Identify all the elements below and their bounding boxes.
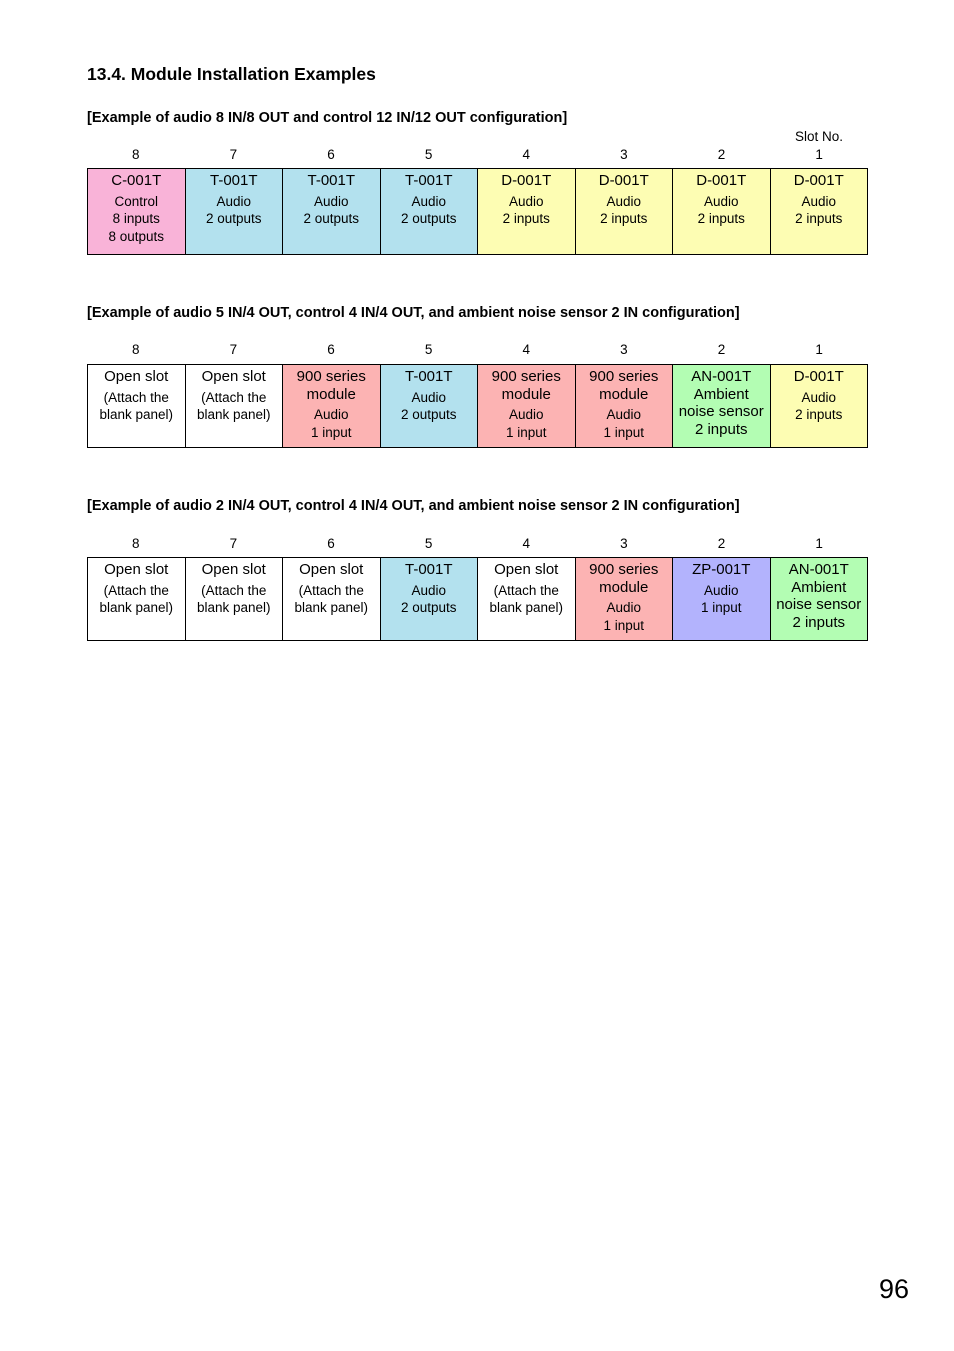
module-name: module — [501, 385, 551, 403]
module-cell — [672, 365, 770, 447]
module-detail: blank panel) — [196, 600, 271, 615]
module-cell — [282, 558, 380, 640]
page-number: 96 — [878, 1274, 909, 1304]
module-cell — [770, 365, 868, 447]
module-name: 900 series — [296, 368, 366, 385]
slot-number: 8 — [132, 147, 140, 162]
module-cell — [282, 365, 380, 447]
slot-number: 7 — [229, 536, 238, 551]
module-name: Open slot — [299, 561, 364, 578]
example-1-module-row — [87, 168, 868, 255]
slot-number: 5 — [424, 147, 433, 162]
slot-number: 4 — [522, 342, 531, 357]
module-name: C-001T — [111, 172, 162, 189]
module-name: Open slot — [201, 368, 266, 385]
module-name: T-001T — [209, 172, 258, 189]
module-name: 900 series — [589, 561, 659, 578]
example-2-module-row — [87, 364, 868, 448]
module-detail: blank panel) — [294, 600, 369, 615]
module-detail: blank panel) — [99, 407, 174, 422]
module-detail: (Attach the — [493, 582, 559, 598]
module-name: Open slot — [494, 561, 559, 578]
module-detail: Audio — [313, 407, 349, 422]
module-detail: Audio — [508, 193, 544, 209]
slot-no-caption: Slot No. — [794, 129, 844, 144]
module-detail: Audio — [606, 407, 642, 422]
module-detail: blank panel) — [489, 600, 564, 615]
example-3-heading: [Example of audio 2 IN/4 OUT, control 4 IN/4 OUT, and ambient noise sensor 2 IN configuration] — [87, 498, 740, 514]
example-3-slot-numbers — [87, 536, 868, 552]
module-name: 900 series — [491, 368, 561, 385]
slot-number: 2 — [717, 536, 726, 551]
module-name: T-001T — [307, 172, 356, 189]
module-name: module — [306, 385, 356, 403]
slot-number: 1 — [815, 342, 823, 357]
module-detail: blank panel) — [99, 600, 174, 615]
module-detail: 8 inputs — [112, 211, 160, 226]
slot-number: 3 — [620, 536, 628, 551]
module-detail: 2 outputs — [205, 211, 262, 226]
section-title: 13.4. Module Installation Examples — [87, 64, 376, 84]
module-name: D-001T — [696, 172, 747, 189]
module-detail: 1 input — [603, 617, 645, 633]
module-cell — [575, 558, 673, 640]
module-cell — [380, 558, 478, 640]
module-cell — [185, 558, 283, 640]
slot-number: 2 — [717, 342, 726, 357]
slot-number: 5 — [424, 536, 433, 551]
module-name: D-001T — [501, 172, 552, 189]
module-detail: blank panel) — [196, 407, 271, 422]
module-cell — [477, 558, 575, 640]
module-cell — [88, 558, 185, 640]
example-3-module-row — [87, 557, 868, 641]
module-detail: Ambient — [693, 385, 749, 403]
module-detail: Audio — [313, 193, 349, 209]
module-name: Open slot — [201, 561, 266, 578]
module-name: T-001T — [404, 368, 453, 385]
module-name: D-001T — [793, 368, 844, 385]
slot-number: 6 — [327, 536, 335, 551]
module-detail: Audio — [606, 193, 642, 209]
example-1-slot-numbers — [87, 147, 868, 163]
module-name: Open slot — [104, 368, 169, 385]
module-name: AN-001T — [788, 561, 849, 578]
slot-number: 3 — [620, 342, 628, 357]
module-cell — [380, 365, 478, 447]
module-detail: 2 inputs — [697, 211, 745, 226]
slot-number: 5 — [424, 342, 433, 357]
module-cell — [185, 169, 283, 254]
module-detail: Audio — [411, 193, 447, 209]
module-detail: 1 input — [505, 424, 547, 440]
module-name: 900 series — [589, 368, 659, 385]
slot-number: 2 — [717, 147, 726, 162]
module-detail: Audio — [703, 582, 739, 598]
module-detail: Audio — [801, 389, 837, 405]
slot-number: 6 — [327, 342, 335, 357]
module-name: D-001T — [793, 172, 844, 189]
slot-number: 1 — [815, 536, 823, 551]
module-detail: 2 outputs — [400, 407, 457, 422]
module-cell — [575, 365, 673, 447]
module-detail: 2 inputs — [795, 211, 843, 226]
example-2-heading: [Example of audio 5 IN/4 OUT, control 4 IN/4 OUT, and ambient noise sensor 2 IN configuration] — [87, 305, 740, 321]
module-detail: Audio — [216, 193, 252, 209]
module-detail: 2 inputs — [795, 407, 843, 422]
module-detail: Audio — [411, 389, 447, 405]
module-cell — [477, 169, 575, 254]
module-cell — [282, 169, 380, 254]
slot-number: 6 — [327, 147, 335, 162]
module-cell — [185, 365, 283, 447]
module-detail: (Attach the — [103, 389, 169, 405]
module-cell — [575, 169, 673, 254]
module-detail: 1 input — [310, 424, 352, 440]
module-detail: Control — [114, 193, 159, 209]
module-detail: Audio — [606, 600, 642, 615]
module-detail: Audio — [508, 407, 544, 422]
module-cell — [88, 365, 185, 447]
module-detail: 2 inputs — [792, 613, 846, 631]
module-detail: Audio — [703, 193, 739, 209]
module-detail: Audio — [411, 582, 447, 598]
module-name: module — [599, 578, 649, 596]
module-detail: (Attach the — [201, 389, 267, 405]
module-detail: noise sensor — [678, 403, 764, 420]
module-cell — [672, 169, 770, 254]
slot-number: 8 — [132, 342, 140, 357]
module-name: T-001T — [404, 172, 453, 189]
slot-number: 4 — [522, 536, 531, 551]
module-detail: (Attach the — [201, 582, 267, 598]
example-1-heading: [Example of audio 8 IN/8 OUT and control 12 IN/12 OUT configuration] — [87, 110, 568, 126]
module-cell — [770, 169, 868, 254]
module-detail: (Attach the — [103, 582, 169, 598]
module-cell — [88, 169, 185, 254]
module-detail: 8 outputs — [108, 228, 165, 244]
module-detail: 1 input — [700, 600, 742, 615]
module-name: module — [599, 385, 649, 403]
module-name: AN-001T — [691, 368, 752, 385]
module-name: D-001T — [598, 172, 649, 189]
slot-number: 3 — [620, 147, 628, 162]
module-detail: 2 inputs — [694, 420, 748, 438]
slot-number: 4 — [522, 147, 531, 162]
module-cell — [770, 558, 868, 640]
module-name: Open slot — [104, 561, 169, 578]
slot-number: 7 — [229, 147, 238, 162]
module-detail: Ambient — [791, 578, 847, 596]
module-detail: 1 input — [603, 424, 645, 440]
module-detail: 2 outputs — [400, 211, 457, 226]
module-detail: Audio — [801, 193, 837, 209]
module-detail: noise sensor — [776, 596, 862, 613]
module-cell — [380, 169, 478, 254]
module-detail: 2 outputs — [303, 211, 360, 226]
slot-number: 7 — [229, 342, 238, 357]
module-detail: 2 inputs — [502, 211, 550, 226]
slot-number: 1 — [815, 147, 823, 162]
example-2-slot-numbers — [87, 342, 868, 358]
module-cell — [672, 558, 770, 640]
slot-number: 8 — [132, 536, 140, 551]
module-name: ZP-001T — [692, 561, 751, 578]
module-name: T-001T — [404, 561, 453, 578]
module-detail: (Attach the — [298, 582, 364, 598]
module-detail: 2 inputs — [600, 211, 648, 226]
module-cell — [477, 365, 575, 447]
module-detail: 2 outputs — [400, 600, 457, 615]
